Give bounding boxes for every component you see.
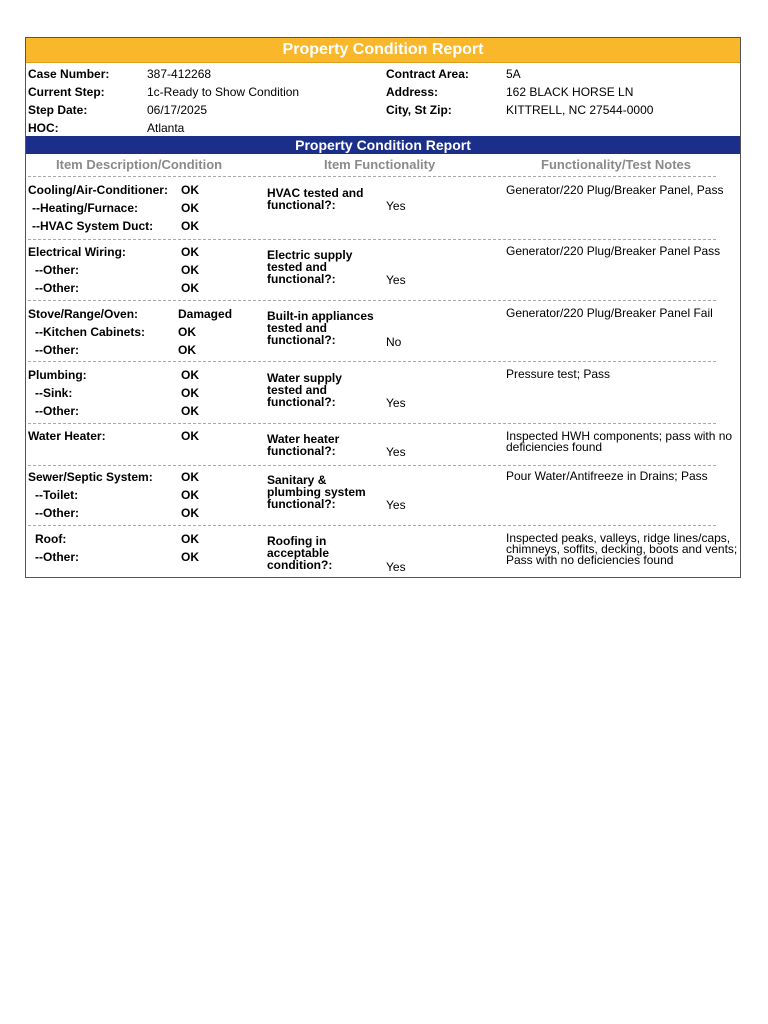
section-divider [28,300,716,301]
item-status: OK [181,281,199,295]
item-label: --Other: [35,343,79,357]
section-divider [28,465,716,466]
functionality-answer: Yes [386,445,406,459]
address-label: Address: [386,85,439,99]
report-subtitle: Property Condition Report [26,136,740,154]
functionality-question: Water supply tested and functional?: [267,371,342,409]
contract-area-value: 5A [506,67,521,81]
item-label: --Other: [35,404,79,418]
contract-area-label: Contract Area: [386,67,469,81]
item-label: --Other: [35,506,79,520]
item-label: --Other: [35,263,79,277]
city-value: KITTRELL, NC 27544-0000 [506,103,654,117]
report-title: Property Condition Report [26,38,740,63]
item-status: OK [181,488,199,502]
test-note: Generator/220 Plug/Breaker Panel, Pass [506,183,724,197]
section-divider [28,423,716,424]
functionality-answer: Yes [386,199,406,213]
item-label: --Sink: [35,386,73,400]
item-label: Cooling/Air-Conditioner: [28,183,168,197]
functionality-answer: Yes [386,498,406,512]
functionality-question: Electric supply tested and functional?: [267,248,353,286]
item-label: --Other: [35,550,79,564]
item-status: OK [181,550,199,564]
property-condition-report [25,37,741,578]
item-status: OK [181,263,199,277]
functionality-question: HVAC tested and functional?: [267,186,364,212]
city-label: City, St Zip: [386,103,452,117]
item-status: OK [181,219,199,233]
column-header-functionality: Item Functionality [324,157,436,172]
functionality-question: Water heater functional?: [267,432,340,458]
current-step-value: 1c-Ready to Show Condition [147,85,300,99]
hoc-value: Atlanta [147,121,185,135]
item-status: Damaged [178,307,233,321]
step-date-label: Step Date: [28,103,88,117]
item-status: OK [181,532,199,546]
item-status: OK [181,183,199,197]
item-label: --Other: [35,281,79,295]
functionality-answer: Yes [386,560,406,574]
item-label: --HVAC System Duct: [32,219,154,233]
item-label: --Kitchen Cabinets: [35,325,146,339]
item-status: OK [178,325,196,339]
functionality-question: Built-in appliances tested and functional?: [267,309,374,347]
item-status: OK [181,429,199,443]
item-status: OK [181,245,199,259]
section-divider [28,239,716,240]
item-label: Plumbing: [28,368,87,382]
current-step-label: Current Step: [28,85,105,99]
hoc-label: HOC: [28,121,59,135]
functionality-question: Sanitary & plumbing system functional?: [267,473,366,511]
functionality-answer: No [386,335,402,349]
item-label: --Toilet: [35,488,79,502]
functionality-answer: Yes [386,396,406,410]
test-note: Generator/220 Plug/Breaker Panel Fail [506,306,713,320]
item-status: OK [181,386,199,400]
case-number-label: Case Number: [28,67,110,81]
item-status: OK [178,343,196,357]
item-label: Stove/Range/Oven: [28,307,139,321]
column-header-notes: Functionality/Test Notes [541,157,691,172]
test-note: Inspected peaks, valleys, ridge lines/caps, chimneys, soffits, decking, boots and vents; Pass with no deficiencies found [506,531,738,567]
case-number-value: 387-412268 [147,67,212,81]
item-status: OK [181,201,199,215]
item-status: OK [181,470,199,484]
column-header-divider [28,176,716,177]
item-label: Electrical Wiring: [28,245,126,259]
test-note: Pressure test; Pass [506,367,611,381]
column-header-description: Item Description/Condition [56,157,223,172]
section-divider [28,361,716,362]
section-divider [28,525,716,526]
item-status: OK [181,506,199,520]
test-note: Pour Water/Antifreeze in Drains; Pass [506,469,708,483]
test-note: Generator/220 Plug/Breaker Panel Pass [506,244,721,258]
item-label: Roof: [35,532,67,546]
item-status: OK [181,404,199,418]
item-label: Water Heater: [28,429,106,443]
functionality-answer: Yes [386,273,406,287]
item-label: --Heating/Furnace: [32,201,139,215]
address-value: 162 BLACK HORSE LN [506,85,634,99]
step-date-value: 06/17/2025 [147,103,208,117]
item-label: Sewer/Septic System: [28,470,153,484]
functionality-question: Roofing in acceptable condition?: [267,534,333,572]
item-status: OK [181,368,199,382]
test-note: Inspected HWH components; pass with no deficiencies found [506,429,733,454]
